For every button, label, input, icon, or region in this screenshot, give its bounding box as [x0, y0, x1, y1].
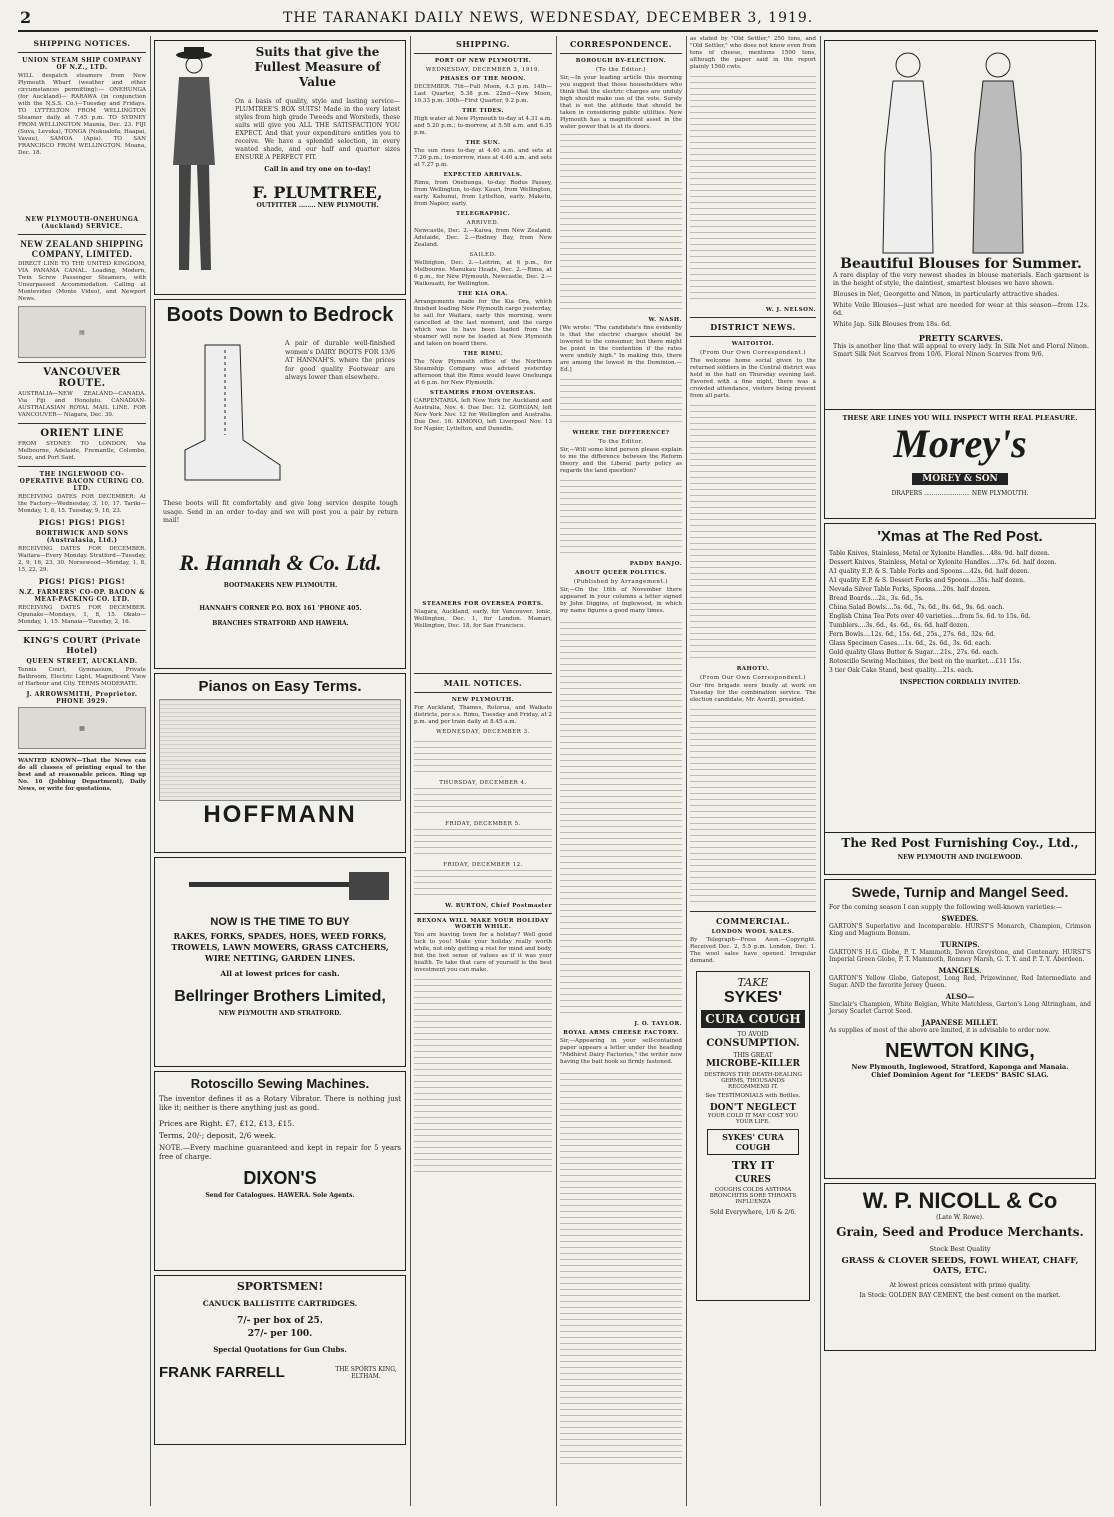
price-list-item: Fern Bowls....12s. 6d., 15s. 6d., 25s., 27s. 6d., 32s. 6d.: [829, 631, 996, 638]
ad-moreys: [824, 40, 1096, 410]
ad-text: RECEIVING DATES FOR DECEMBER: At the Factory—Wednesday, 3, 10, 17. Tariki—Monday, 1, 8, 15. Tuesday, 9, 16, 23.: [18, 494, 146, 514]
ad-sykes: [696, 971, 810, 1301]
subheading: SAILED.: [469, 252, 497, 258]
ad-plumtree: [154, 40, 406, 295]
ad-text: TO AVOID: [737, 1031, 769, 1038]
price-list-item: Bread Boards....2s., 3s. 6d., 5s.: [829, 595, 924, 602]
text-block: [690, 74, 816, 304]
subheading: BOROUGH BY-ELECTION.: [575, 58, 667, 64]
news-text: By Telegraph—Press Assn.—Copyright. Received Dec. 2, 5.5 p.m. London, Dec. 1. The wool sales have opened. Irregular demand.: [690, 937, 816, 964]
ad-address: THE SPORTS KING, ELTHAM.: [335, 1365, 397, 1380]
ad-text: CONSUMPTION.: [706, 1038, 800, 1049]
ad-text: YOUR COLD IT MAY COST YOU YOUR LIFE.: [707, 1113, 799, 1125]
signature: W. J. NELSON.: [765, 307, 816, 313]
subheading: To the Editor.: [598, 439, 644, 445]
text-block: [560, 1069, 682, 1469]
ad-text: RECEIVING DATES FOR DECEMBER. Waitara—Every Monday. Stratford—Tuesday, 2, 9, 16, 23, 30. Norsewood—Monday, 1, 8, 15, 22, 29.: [18, 546, 146, 573]
subheading: LONDON WOOL SALES.: [711, 929, 795, 935]
price-list-item: China Salad Bowls....5s. 6d., 7s. 6d., 8s. 6d., 9s. 6d. each.: [829, 604, 1005, 611]
ad-text: THIS GREAT: [733, 1052, 773, 1059]
ad-text: Stock Best Quality: [929, 1245, 991, 1253]
text-block: [560, 377, 682, 427]
garden-tools-illustration: [159, 862, 399, 912]
ad-heading: UNION STEAM SHIP COMPANY OF N.Z., LTD.: [22, 57, 142, 71]
ad-text: As supplies of most of the above are limited, it is advisable to order now.: [829, 1027, 1051, 1034]
schedule-table: ▤: [18, 306, 146, 358]
ad-heading: NEW ZEALAND SHIPPING COMPANY, LIMITED.: [20, 239, 144, 259]
subheading: FRIDAY, DECEMBER 12.: [443, 862, 523, 868]
ad-text: WANTED KNOWN—That the News can do all classes of printing equal to the best and at reasonable prices. Ring up No. 16 (Jobbing Department), Daily News, or write for quotations.: [18, 758, 146, 792]
ad-heading: THE INGLEWOOD CO-OPERATIVE BACON CURING CO. LTD.: [19, 471, 145, 492]
ad-text: This is another line that will appeal to every lady. In Silk Net and Floral Ninon. Smart Silk Net Scarves from 10/6. Floral Ninon Scarves from 9/6.: [833, 343, 1089, 358]
ad-subheading: SWEDES.: [941, 914, 979, 923]
date: WEDNESDAY, DECEMBER 3, 1919.: [425, 67, 541, 73]
price-table: [159, 699, 401, 801]
ad-text: On a basis of quality, style and lasting service— PLUMTREE'S BOX SUITS! Made in the very latest styles from high grade Tweeds and Worsteds, these suits will give you ALL THE SATISFACTION YOU EXPECT. And that your expenditure entitles you to receive. We have a splendid selection, in every wanted shade, and our half and quarter sizes ENSURE A PERFECT FIT.: [235, 98, 400, 161]
text: Niagara, Auckland, early, for Vancouver. Ionic, Wellington, Dec. 1, for London. Mamari, Wellington, Dec. 18, for San Francisco.: [414, 609, 552, 629]
text-block: [414, 737, 552, 777]
ad-address: New Plymouth, Inglewood, Stratford, Kaponga and Manaia.: [851, 1063, 1069, 1071]
price-list-item: Gold quality Glass Butter & Sugar....21s., 27s. 6d. each.: [829, 649, 999, 656]
ad-heading: N.Z. FARMERS' CO-OP. BACON & MEAT-PACKING CO. LTD.: [18, 589, 145, 603]
letter-text: Sir,—On the 16th of November there appeared in your columns a letter signed by John Diggins, of Inglewood, in which my name figures a good many times.: [560, 587, 682, 614]
text-block: [560, 618, 682, 1018]
letter-text: as stated by "Old Settler," 250 tons, and "Old Settler," who does not know even from tons of cheese, mentions 1500 tons, although the paper said in the report plainly 1560 cwts.: [690, 36, 816, 70]
ad-text: J. ARROWSMITH, Proprietor. PHONE 3929.: [26, 691, 138, 705]
ad-text: MICROBE-KILLER: [705, 1059, 801, 1069]
ad-dixons: [154, 1071, 406, 1271]
ad-subheading: TURNIPS.: [940, 940, 980, 949]
ad-text: A pair of durable well-finished women's DAIRY BOOTS FOR 13/6 AT HANNAH'S. where the prices for good quality Footwear are always lower than elsewhere.: [285, 340, 395, 381]
ad-text: Call in and try one on to-day!: [264, 165, 371, 173]
text-block: [690, 707, 816, 907]
ad-address: BRANCHES STRATFORD AND HAWERA.: [212, 620, 349, 627]
price-list-item: Table Knives, Stainless, Metal or Xylonite Handles....48s. 9d. half dozen.: [829, 550, 1050, 557]
subheading: THE KIA ORA.: [457, 291, 509, 297]
subheading: PORT OF NEW PLYMOUTH.: [434, 58, 532, 64]
ad-text: COUGHS COLDS ASTHMA BRONCHITIS SORE THROATS INFLUENZA: [709, 1187, 797, 1205]
subheading: RAHOTU.: [736, 666, 770, 672]
ad-title: Boots Down to Bedrock: [166, 304, 394, 326]
subheading: NEW PLYMOUTH.: [451, 697, 515, 703]
subheading: PHASES OF THE MOON.: [440, 76, 526, 82]
ad-text: TAKE: [737, 976, 769, 989]
ad-heading: KING'S COURT (Private Hotel): [23, 635, 141, 655]
page-number: 2: [20, 8, 32, 27]
ad-heading: NEW PLYMOUTH-ONEHUNGA (Auckland) SERVICE.: [25, 216, 139, 230]
ad-text: At lowest prices consistent with prime quality.: [889, 1282, 1031, 1289]
ad-text: (Late W. Rowe).: [936, 1214, 984, 1221]
ad-bellringer: [154, 857, 406, 1067]
news-text: Our fire brigade were busily at work on Tuesday for the combination service. The election candidate, Mr. Averill, presided.: [690, 683, 816, 703]
ad-terms: Terms, 20/-; deposit, 2/6 week.: [159, 1131, 276, 1140]
ad-text: A rare display of the very newest shades in blouse materials. Each garment is in the height of style, the daintiest, smartest blouses we have shown.: [833, 272, 1089, 287]
subheading: (From Our Own Correspondent.): [700, 350, 806, 356]
subheading: (Published by Arrangement.): [573, 579, 669, 585]
subheading: REXONA WILL MAKE YOUR HOLIDAY WORTH WHILE.: [416, 918, 550, 930]
section-heading: SHIPPING NOTICES.: [33, 39, 131, 48]
ad-heading: VANCOUVER ROUTE.: [43, 367, 121, 389]
letter-text: Sir,—Will some kind person please explain to me the difference between the Reform theory and the Liberal party policy as regards the land question?: [560, 447, 682, 474]
text: The New Plymouth office of the Northern Steamship Company was advised yesterday afternoon that the Rimu would leave Onehunga at 6 p.m. for New Plymouth.: [414, 359, 552, 386]
column-rule: [150, 36, 151, 1506]
ad-heading: PIGS! PIGS! PIGS!: [38, 518, 126, 527]
editor-note: [We wrote: "The candidate's fine evidently is that the electric charges should be lowered to the consumer, but there might be point in the contention if the rates were unduly high." In making this, there are among the lowest in the Dominion.—Ed.]: [560, 325, 682, 373]
ad-heading: ORIENT LINE: [40, 428, 124, 439]
ad-subheading: PRETTY SCARVES.: [918, 333, 1004, 343]
ad-company: R. Hannah & Co. Ltd.: [179, 550, 382, 575]
ad-title: 'Xmas at The Red Post.: [877, 528, 1043, 545]
text: Rimu, from Onehunga, to-day. Rodus Passey, from Wellington, to-day. Kauri, from Wellington, early. Kahunui, from Lyttelton, early. Maketu, from Napier, early.: [414, 180, 552, 207]
ad-address: HANNAH'S CORNER P.O. BOX 161 'PHONE 405.: [199, 605, 362, 612]
section-heading: MAIL NOTICES.: [443, 678, 523, 688]
ad-text: These boots will fit comfortably and give long service despite tough usage. Send in an order to-day and we will post you a pair by return mail!: [163, 500, 398, 524]
price-list-item: English China Tea Pots over 40 varieties....from 5s. 6d. to 15s. 6d.: [829, 613, 1031, 620]
ad-red-post: [824, 523, 1096, 833]
ad-company: NEWTON KING,: [885, 1040, 1035, 1062]
ad-text: In Stock: GOLDEN BAY CEMENT, the best cement on the market.: [859, 1292, 1061, 1299]
ad-text: INSPECTION CORDIALLY INVITED.: [899, 679, 1021, 686]
column-rule: [820, 36, 821, 1506]
ad-text: White Jap. Silk Blouses from 18s. 6d.: [833, 321, 952, 328]
ad-nicoll: [824, 1183, 1096, 1351]
ad-title: Beautiful Blouses for Summer.: [840, 256, 1082, 272]
blouse-ladies-illustration: [833, 43, 1063, 258]
text-block: [414, 788, 552, 818]
ad-address: NEW PLYMOUTH AND STRATFORD.: [218, 1010, 342, 1017]
ad-text: See TESTIMONIALS with Bottles.: [705, 1093, 801, 1099]
ad-text: Chief Dominion Agent for "LEEDS" BASIC SLAG.: [871, 1071, 1049, 1079]
ad-text: Sold Everywhere, 1/6 & 2/6.: [709, 1209, 797, 1216]
ad-text: RAKES, FORKS, SPADES, HOES, WEED FORKS, TROWELS, LAWN MOWERS, GRASS CATCHERS, WIRE NETTING, GARDEN LINES.: [171, 931, 389, 963]
text: CARPENTARIA, left New York for Auckland and Australia, Nov. 4. Due Dec. 12. GORGIAN, left New York Nov. 12 for Wellington and Australia. Due Dec. 16. KIMONO, left Liverpool Nov. 13 for Napier, Lyttelton, and Dunedin.: [414, 398, 552, 432]
ad-company: Bellringer Brothers Limited,: [174, 988, 386, 1005]
ad-text: TRY IT: [731, 1159, 774, 1172]
ad-text: GARTON'S Superlative and Incomparable. HURST'S Monarch, Champion, Crimson King and Magnum Bonum.: [829, 923, 1091, 937]
ad-title: SPORTSMEN!: [236, 1280, 324, 1293]
ad-text: CANUCK BALLISTITE CARTRIDGES.: [202, 1299, 358, 1308]
text-block: [560, 134, 682, 314]
ad-text: Special Quotations for Gun Clubs.: [213, 1345, 347, 1354]
ad-subheading: BOOTMAKERS NEW PLYMOUTH.: [223, 582, 338, 589]
price-list-item: A1 quality E.P. & S. Table Forks and Spoons....42s. 6d. half dozen.: [829, 568, 1030, 575]
signature: J. O. TAYLOR.: [634, 1021, 682, 1027]
ad-company: Morey's: [893, 421, 1027, 466]
ad-subheading: JAPANESE MILLET.: [921, 1018, 999, 1027]
ad-hannah: [154, 299, 406, 669]
text: Newcastle, Dec. 2.—Kaiwa, from New Zealand. Adelaide, Dec. 2.—Rodney Bay, from New Zealand.: [414, 228, 552, 248]
subheading: WHERE THE DIFFERENCE?: [572, 430, 670, 436]
ad-text: WILL despatch steamers from New Plymouth Wharf (weather and other circumstances permitting):— ONEHUNGA (for Auckland)— RARAWA (in conjunction with the N.S.S. Co.)—Tuesday and Fridays. TO LYTTELTON FROM WELLINGTON Steamer daily at 7.45 p.m. TO SYDNEY FROM WELLINGTON Maunia, Dec. 23. FIJI (Suva, Levuka), TONGA (Nukualofa, Haapai, Vavau), SAMOA (Apia). TO SAN FRANCISCO FROM WELLINGTON. Moana, Dec. 18.: [18, 73, 146, 156]
ad-company: FRANK FARRELL: [159, 1364, 285, 1381]
ad-address: Send for Catalogues. HAWERA. Sole Agents.: [205, 1192, 355, 1199]
subheading: THE SUN.: [465, 140, 501, 146]
ad-company: The Red Post Furnishing Coy., Ltd.,: [841, 836, 1079, 850]
suit-man-illustration: [159, 45, 229, 280]
ad-company: SYKES': [723, 989, 783, 1006]
ad-red-post-footer: [824, 832, 1096, 875]
column-rule: [556, 36, 557, 1506]
ad-company-sub: MOREY & SON: [912, 473, 1008, 485]
text: For Auckland, Thames, Rotorua, and Waikato districts, per s.s. Rimu, Tuesday and Friday, at 2 p.m. and per train daily at 8.45 a.m.: [414, 705, 552, 725]
ad-subheading: QUEEN STREET, AUCKLAND.: [26, 658, 138, 665]
ad-text: Sinclair's Champion, White Belgian, White Matchless, Garton's Long Altringham, and Jersey Scarlet Carrot Seed.: [829, 1001, 1091, 1015]
ad-address: NEW PLYMOUTH AND INGLEWOOD.: [897, 854, 1023, 861]
section-heading: DISTRICT NEWS.: [710, 322, 796, 332]
text-block: [414, 870, 552, 900]
text-block: [560, 478, 682, 558]
subheading: ABOUT QUEER POLITICS.: [575, 570, 667, 576]
ad-company: DIXON'S: [243, 1168, 317, 1188]
subheading: ARRIVED.: [466, 220, 500, 226]
ad-text: Blouses in Net, Georgette and Ninon, in particularly attractive shades.: [833, 291, 1060, 298]
ad-prices: Prices are Right. £7, £12, £13, £15.: [159, 1119, 295, 1128]
ad-product: SYKES' CURA COUGH: [707, 1129, 799, 1155]
ad-text: All at lowest prices for cash.: [220, 969, 340, 978]
column-advertisements-right: [824, 36, 1096, 1506]
subheading: TELEGRAPHIC.: [456, 211, 510, 217]
text-block: [414, 977, 552, 1177]
ad-subheading: Grain, Seed and Produce Merchants.: [836, 1225, 1084, 1239]
ad-heading: BORTHWICK AND SONS (Australasia, Ltd.): [35, 530, 129, 544]
ad-text: CURES: [735, 1175, 771, 1185]
column-correspondence: [560, 36, 682, 1506]
subheading: STEAMERS FOR OVERSEA PORTS.: [422, 601, 544, 607]
page-title: THE TARANAKI DAILY NEWS, WEDNESDAY, DECEMBER 3, 1919.: [283, 10, 814, 26]
ad-text: The inventor defines it as a Rotary Vibrator. There is nothing just like it; neither is there anything just as good.: [159, 1095, 401, 1112]
subheading: WEDNESDAY, DECEMBER 3.: [436, 729, 530, 735]
column-advertisements: [154, 36, 406, 1506]
text: Wellington, Dec. 2.—Leitrim, at 6 p.m., for Melbourne. Manukau Heads, Dec. 2.—Rimu, at 6 p.m., for New Plymouth. Newcastle, Dec. 2.—Waikouaiti, for Wellington.: [414, 260, 552, 287]
column-rule: [686, 36, 687, 1506]
ad-price: 7/- per box of 25.: [237, 1316, 323, 1326]
text: DECEMBER. 7th—Full Moon, 4.3 p.m. 14th—Last Quarter, 5.38 p.m. 22nd—New Moon, 10.33 p.m. 30th—First Quarter, 9.2 p.m.: [414, 84, 552, 104]
subheading: ROYAL ARMS CHEESE FACTORY.: [563, 1030, 679, 1036]
ad-text: For the coming season I can supply the following well-known varieties:—: [829, 904, 1063, 911]
ad-text: FROM SYDNEY TO LONDON. Via Melbourne, Adelaide, Fremantle, Colombo, Suez, and Port Said.: [18, 441, 146, 461]
ad-text: DIRECT LINE TO THE UNITED KINGDOM, VIA PANAMA CANAL. Loading, Modern, Twin Screw Passenger Steamers, with Unsurpassed Accommodation. Calling at Montevideo (Monte Video), and Newport News.: [18, 261, 146, 302]
ad-frank-farrell: [154, 1275, 406, 1445]
text: You are leaving town for a holiday? Well good luck to you! Make your holiday really worth while, not only getting a rest for mind and body, but the lost sense of values as if it was your health. To take that care of yourself is the best investment you can make.: [414, 932, 552, 973]
ad-text: RECEIVING DATES FOR DECEMBER. Opunake—Mondays, 1, 8, 15. Okato—Monday, 1, 15. Manaia—Tuesday, 2, 16.: [18, 605, 146, 625]
subheading: EXPECTED ARRIVALS.: [443, 172, 523, 178]
ad-company: W. P. NICOLL & Co: [862, 1188, 1058, 1213]
ad-text: GARTON'S Yellow Globe, Gatepost, Long Red, Prizewinner, Red Intermediate and Sugar. AND the favorite Jersey Queen.: [829, 975, 1091, 989]
ad-newton-king: [824, 879, 1096, 1179]
price-list-item: Nevada Silver Table Forks, Spoons....20s. half dozen.: [829, 586, 991, 593]
subheading: THURSDAY, DECEMBER 4.: [439, 780, 527, 786]
hotel-image: ▦: [18, 707, 146, 749]
signature: PADDY BANJO.: [629, 561, 682, 567]
price-list-item: 3 tier Oak Cake Stand, best quality....21s. each.: [829, 667, 974, 674]
text: Arrangements made for the Kia Ora, which finished loading New Plymouth cargo yesterday, to sail for Waitara, early this morning, were cancelled at the last moment, and the cargo which was to have been loaded from the steamer will now be loaded at New Plymouth and taken on board there.: [414, 299, 552, 347]
ad-text: THESE ARE LINES YOU WILL INSPECT WITH REAL PLEASURE.: [842, 414, 1078, 422]
masthead: [18, 8, 1098, 32]
subheading: (From Our Own Correspondent.): [700, 675, 806, 681]
ad-company: HOFFMANN: [203, 801, 357, 828]
news-text: The welcome home social given to the returned soldiers in the Central district was held in the hall on Thursday evening last. Favored with a fine night, there was a crowded attendance, visitors being present from all parts.: [690, 358, 816, 399]
subheading: FRIDAY, DECEMBER 5.: [445, 821, 521, 827]
ad-text: AUSTRALIA—NEW ZEALAND—CANADA. Via Fiji and Honolulu. CANADIAN-AUSTRALASIAN ROYAL MAIL LINE. FOR VANCOUVER— Niagara, Dec. 30.: [18, 391, 146, 418]
section-heading: COMMERCIAL.: [715, 916, 791, 926]
price-list-item: A1 quality E.P. & S. Dessert Forks and Spoons....35s. half dozen.: [829, 577, 1025, 584]
text: The sun rises to-day at 4.40 a.m. and sets at 7.26 p.m.; to-morrow, rises at 4.40 a.m. and sets at 7.27 p.m.: [414, 148, 552, 168]
column-district-news: [690, 36, 816, 1506]
column-shipping: [414, 36, 552, 1506]
ad-text: GRASS & CLOVER SEEDS, FOWL WHEAT, CHAFF, OATS, ETC.: [841, 1256, 1079, 1276]
ad-text: White Voile Blouses—just what are needed for wear at this season—from 12s. 6d.: [833, 302, 1089, 317]
ad-title: Swede, Turnip and Mangel Seed.: [851, 884, 1069, 900]
ad-company: F. PLUMTREE,: [252, 183, 383, 202]
ad-title: Suits that give the Fullest Measure of Value: [254, 45, 381, 89]
price-list-item: Rotoscillo Sewing Machines, the best on the market....£11 15s.: [829, 658, 1022, 665]
letter-text: Sir,—In your leading article this morning you suggest that those householders who think that the electric charges are unduly high should make use of the vote. Surely that is not the attitude that should be taken in considering public utilities. New Plymouth has a magnificent asset in the water power that is at its doors.: [560, 75, 682, 130]
ad-subheading: ALSO—: [945, 992, 975, 1001]
signature: W. BURTON, Chief Postmaster: [445, 903, 552, 909]
boot-illustration: [165, 340, 285, 490]
ad-title: Pianos on Easy Terms.: [198, 678, 362, 695]
subheading: THE TIDES.: [462, 108, 504, 114]
ad-text: DON'T NEGLECT: [709, 1103, 797, 1113]
ad-heading: PIGS! PIGS! PIGS!: [38, 577, 126, 586]
newspaper-page: [18, 8, 1098, 1508]
text-block: [690, 403, 816, 663]
column-shipping-notices: [18, 36, 146, 1506]
price-list: [829, 549, 1091, 675]
text-block: [414, 829, 552, 859]
ad-price: 27/- per 100.: [247, 1329, 313, 1339]
subheading: (To the Editor.): [596, 67, 646, 73]
section-heading: SHIPPING.: [456, 39, 510, 49]
section-heading: CORRESPONDENCE.: [570, 39, 672, 49]
price-list-item: Dessert Knives, Stainless, Metal or Xylonite Handles....37s. 6d. half dozen.: [829, 559, 1057, 566]
ad-product: CURA COUGH: [701, 1010, 805, 1028]
ad-moreys-footer: [824, 410, 1096, 519]
ad-hoffmann: [154, 673, 406, 853]
subheading: THE RIMU.: [463, 351, 503, 357]
ad-title: Rotoscillo Sewing Machines.: [190, 1076, 370, 1091]
column-rule: [410, 36, 411, 1506]
subheading: STEAMERS FROM OVERSEAS.: [430, 390, 536, 396]
ad-subheading: MANGELS.: [938, 966, 982, 975]
letter-text: Sir,—Appearing in your self-contained paper appears a letter under the heading "Midhirst Dairy Factories," the writer now having the bait hook so firmly fastened.: [560, 1038, 682, 1065]
ad-text: GARTON'S H.G. Globe, P. T. Mammoth, Devon Greystone, and Centenary. HURST'S Imperial Green Globe, P. T. Mammoth, Romney Marsh, G. T. Y. and P. T. Y. Aberdeen.: [829, 949, 1091, 963]
ad-address: DRAPERS ........................ NEW PLYMOUTH.: [891, 490, 1029, 497]
ad-text: Tennis Court, Gymnasium, Private Bathroom, Electric Light, Magnificent View of Harbour and City. TERMS MODERATE.: [18, 667, 146, 687]
ad-text: DESTROYS THE DEATH-DEALING GERMS, THOUSANDS RECOMMEND IT.: [704, 1072, 802, 1090]
signature: W. NASH.: [648, 317, 682, 323]
subheading: WAITOITOI.: [731, 341, 775, 347]
text: High water at New Plymouth to-day at 4.31 a.m. and 5.20 p.m.; to-morrow, at 5.58 a.m. and 6.35 p.m.: [414, 116, 552, 136]
price-list-item: Tumblers....3s. 6d., 4s. 6d., 6s. 6d. half dozen.: [829, 622, 970, 629]
ad-title: NOW IS THE TIME TO BUY: [210, 916, 350, 928]
ad-text: NOTE.—Every machine guaranteed and kept in repair for 5 years free of charge.: [159, 1144, 401, 1161]
price-list-item: Glass Specimen Cases....1s. 6d., 2s. 6d., 3s. 6d. each.: [829, 640, 992, 647]
ad-address: OUTFITTER ........ NEW PLYMOUTH.: [256, 202, 379, 209]
